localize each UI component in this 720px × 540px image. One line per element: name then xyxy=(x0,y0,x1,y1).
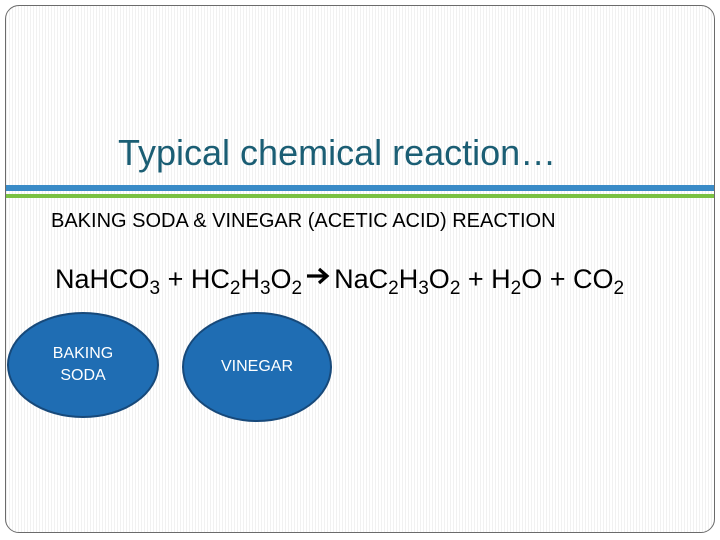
slide xyxy=(5,5,715,533)
plus-sign: + xyxy=(542,264,574,294)
right-arrow-icon xyxy=(306,262,332,293)
reactant-1: NaHCO$_3$ xyxy=(55,264,161,299)
chemical-equation xyxy=(55,262,625,299)
baking-soda-oval xyxy=(7,312,159,418)
title-divider-green xyxy=(6,194,714,198)
baking-soda-label-line2: SODA xyxy=(60,367,106,384)
plus-sign: + xyxy=(460,264,492,294)
plus-sign: + xyxy=(160,264,191,294)
vinegar-oval xyxy=(182,312,332,422)
product-2: $H_2O$ xyxy=(491,264,543,299)
reactant-2: $HC_2H_3O_2$ xyxy=(190,264,303,299)
product-1: $NaC_2H_3O_2$ xyxy=(334,264,461,299)
slide-title: Typical chemical reaction… xyxy=(118,132,557,173)
vinegar-label: VINEGAR xyxy=(220,358,293,376)
reaction-subtitle: BAKING SODA & VINEGAR (ACETIC ACID) REACTION xyxy=(51,210,556,232)
title-divider-blue xyxy=(6,185,714,191)
baking-soda-label-line1: BAKING xyxy=(52,345,114,363)
product-3: $CO_2$ xyxy=(573,264,625,299)
